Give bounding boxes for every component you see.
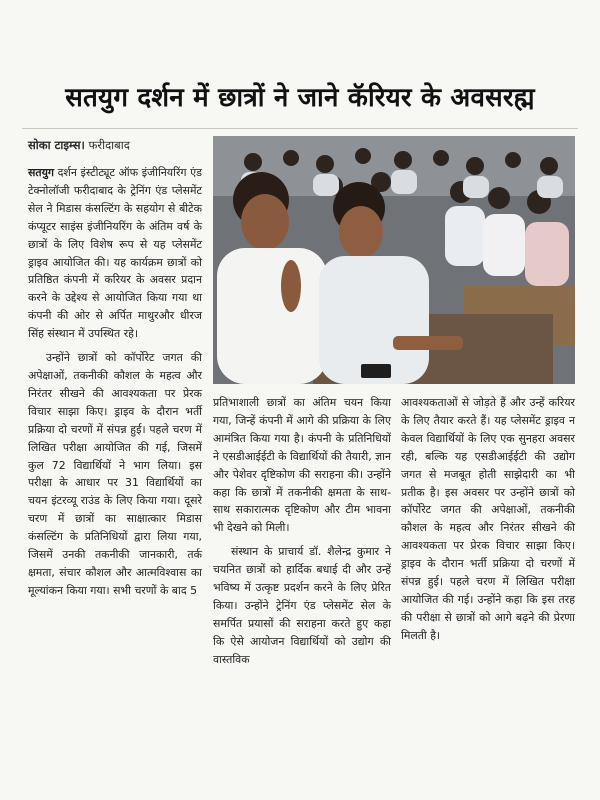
byline-place: फरीदाबाद bbox=[88, 138, 130, 152]
paragraph: प्रतिभाशाली छात्रों का अंतिम चयन किया गया, जिन्हें कंपनी में आगे की प्रक्रिया के लिए आमंत्रित किया गया है। कंपनी के प्रतिनिधियों ने एसडीआईईटी के विद्यार्थियों की तैयारी, ज्ञान और पेशेवर दृष्टिकोण की सराहना की। उन्होंने कहा कि छात्रों में तकनीकी क्षमता के साथ-साथ सकारात्मक दृष्टिकोण और टीम भावना भी देखने को मिली। bbox=[213, 396, 391, 535]
lead-word: सतयुग bbox=[28, 166, 55, 179]
article-column-3 bbox=[401, 394, 575, 645]
headline-divider bbox=[22, 128, 578, 129]
classroom-photo bbox=[213, 136, 575, 384]
article-column-1 bbox=[28, 164, 202, 600]
paragraph-text: दर्शन इंस्टीट्यूट ऑफ इंजीनियरिंग एंड टेक्नोलॉजी फरीदाबाद के ट्रेनिंग एंड प्लेसमेंट सेल ने मिडास कंसल्टिंग के सहयोग से बीटेक कंप्यूटर साइंस इंजीनियरिंग के अंतिम वर्ष के छात्रों के लिए विशेष रूप से यह प्लेसमेंट ड्राइव आयोजित की। यह कार्यक्रम छात्रों को प्रतिष्ठित कंपनी में करियर के अवसर प्रदान करने के उद्देश्य से आयोजित किया गया था कंपनी की ओर से अर्पित माथुरऔर धीरज सिंह संस्थान में उपस्थित रहे। bbox=[28, 166, 202, 341]
byline-source: सोका टाइम्स। bbox=[28, 138, 85, 152]
paragraph: संस्थान के प्राचार्य डॉ. शैलेन्द्र कुमार ने चयनित छात्रों को हार्दिक बधाई दी और उन्हें भविष्य में उत्कृष्ट प्रदर्शन करने के लिए प्रेरित किया। उन्होंने ट्रेनिंग एंड प्लेसमेंट सेल के समर्पित प्रयासों की सराहना करते हुए कहा कि ऐसे आयोजन विद्यार्थियों को उद्योग की वास्तविक bbox=[213, 545, 391, 666]
paragraph bbox=[28, 164, 202, 343]
byline bbox=[28, 138, 130, 153]
paragraph: उन्होंने छात्रों को कॉर्पोरेट जगत की अपेक्षाओं, तकनीकी कौशल के महत्व और निरंतर सीखने की आवश्यकता पर प्रेरक विचार साझा किए। ड्राइव के दौरान भर्ती प्रक्रिया दो चरणों में संपन्न हुई। पहले चरण में लिखित परीक्षा आयोजित की गई, जिसमें कुल 72 विद्यार्थियों ने भाग लिया। इस परीक्षा के आधार पर 31 विद्यार्थियों का चयन इंटरव्यू राउंड के लिए किया गया। दूसरे चरण में छात्रों का साक्षात्कार मिडास कंसल्टिंग के प्रतिनिधियों द्वारा लिया गया, जिसमें उनकी तकनीकी जानकारी, तर्क क्षमता, संचार कौशल और आत्मविश्वास का मूल्यांकन किया गया। सभी चरणों के बाद 5 bbox=[28, 351, 202, 597]
classroom-photo-icon bbox=[213, 136, 575, 384]
paragraph: आवश्यकताओं से जोड़ते हैं और उन्हें करियर के लिए तैयार करते हैं। यह प्लेसमेंट ड्राइव न केवल विद्यार्थियों के लिए एक सुनहरा अवसर रही, बल्कि यह एसडीआईईटी की उद्योग जगत से मजबूत होती साझेदारी का भी प्रतीक है। इस अवसर पर उन्होंने छात्रों को कॉर्पोरेट जगत की अपेक्षाओं, तकनीकी कौशल के महत्व और निरंतर सीखने की आवश्यकता पर प्रेरक विचार साझा किए। ड्राइव के दौरान भर्ती प्रक्रिया दो चरणों में संपन्न हुई। पहले चरण में लिखित परीक्षा आयोजित की गई। उन्होंने कहा कि इस तरह की परीक्षा से छात्रों को आगे बढ़ने की प्रेरणा मिलती है। bbox=[401, 396, 575, 642]
article-column-2 bbox=[213, 394, 391, 669]
headline: सतयुग दर्शन में छात्रों ने जाने कॅरियर के अवसरह्म bbox=[65, 83, 535, 113]
